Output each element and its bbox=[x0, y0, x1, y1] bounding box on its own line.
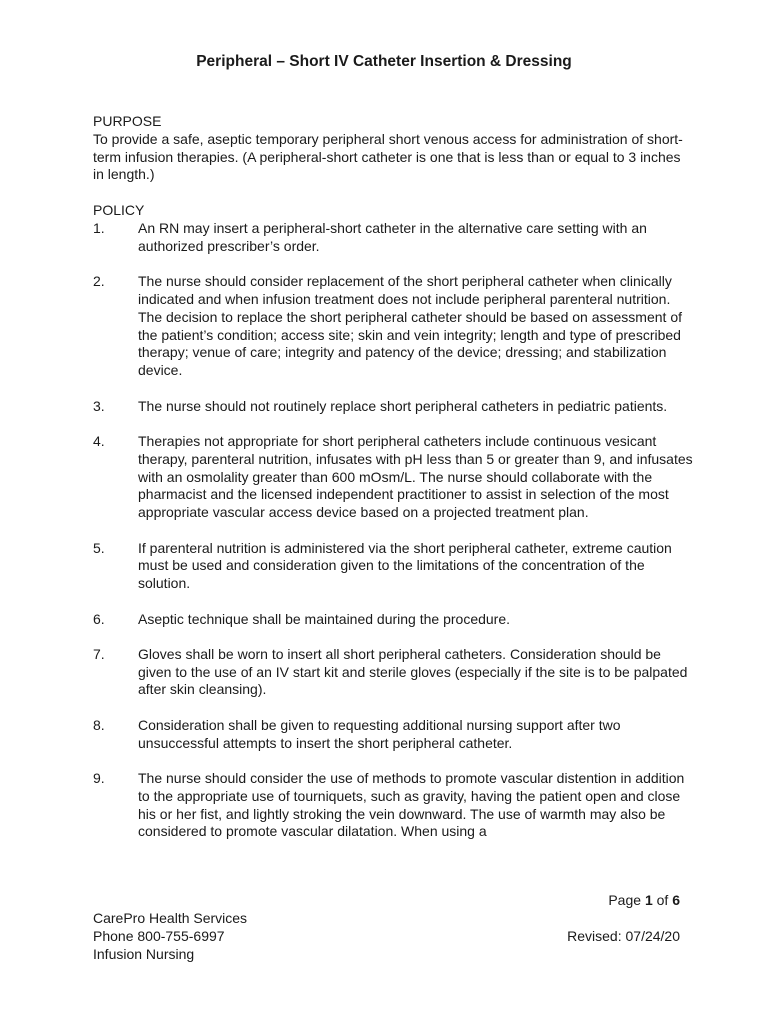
policy-item bbox=[93, 398, 693, 416]
policy-item bbox=[93, 770, 693, 841]
policy-item-number: 5. bbox=[93, 539, 105, 556]
footer-info bbox=[93, 910, 247, 963]
policy-list bbox=[93, 220, 693, 841]
policy-item-number: 3. bbox=[93, 397, 105, 414]
policy-item-text: Therapies not appropriate for short peripheral catheters include continuous vesicant therapy, parenteral nutrition, infusates with pH less than 5 or greater than 9, and infusates with an osmolality greater than 600 mOsm/L. The nurse should collaborate with the pharmacist and the licensed independent practitioner to assist in selection of the most appropriate vascular access device based on a projected treatment plan. bbox=[138, 432, 693, 521]
policy-item-text: If parenteral nutrition is administered via the short peripheral catheter, extreme caution must be used and consideration given to the limitations of the concentration of the solution. bbox=[138, 539, 672, 592]
page-number-prefix: Page bbox=[608, 892, 645, 908]
footer-phone: Phone 800-755-6997 bbox=[93, 927, 225, 944]
policy-heading: POLICY bbox=[93, 202, 145, 219]
purpose-heading: PURPOSE bbox=[93, 113, 162, 129]
policy-item-text: The nurse should not routinely replace short peripheral catheters in pediatric patients. bbox=[138, 397, 668, 414]
footer-department: Infusion Nursing bbox=[93, 945, 195, 962]
policy-item bbox=[93, 611, 693, 629]
policy-item-number: 7. bbox=[93, 645, 105, 662]
policy-item bbox=[93, 540, 693, 593]
policy-item bbox=[93, 433, 693, 522]
policy-item-number: 4. bbox=[93, 432, 105, 449]
page-number-of: of bbox=[652, 892, 673, 908]
policy-item-text: The nurse should consider the use of methods to promote vascular distention in addition to the appropriate use of tourniquets, such as gravity, having the patient open and close his or her fist, and lightly stroking the vein downward. The use of warmth may also be considered to promote vascular dilatation. When using a bbox=[138, 770, 685, 840]
policy-item-text: Aseptic technique shall be maintained during the procedure. bbox=[138, 610, 511, 627]
page-number-total: 6 bbox=[672, 892, 680, 908]
policy-item-text: The nurse should consider replacement of the short peripheral catheter when clinically indicated and when infusion treatment does not include peripheral parenteral nutrition. The decision to replace the short peripheral catheter should be based on assessment of the patient’s condition; access site; skin and vein integrity; length and type of prescribed therapy; venue of care; integrity and patency of the device; dressing; and stabilization device. bbox=[138, 273, 682, 379]
purpose-text: To provide a safe, aseptic temporary peripheral short venous access for administration of short-term infusion therapies. (A peripheral-short catheter is one that is less than or equal to 3 inches in length.) bbox=[93, 130, 683, 183]
footer-company: CarePro Health Services bbox=[93, 910, 248, 926]
policy-item bbox=[93, 273, 693, 380]
page-number bbox=[608, 892, 680, 910]
document-title: Peripheral – Short IV Catheter Insertion & Dressing bbox=[196, 53, 572, 70]
policy-item-number: 6. bbox=[93, 610, 105, 627]
page-number-current: 1 bbox=[644, 892, 653, 908]
policy-item-text: Consideration shall be given to requesting additional nursing support after two unsuccessful attempts to insert the short peripheral catheter. bbox=[138, 716, 621, 751]
revised-date: Revised: 07/24/20 bbox=[567, 928, 680, 944]
policy-item-number: 9. bbox=[93, 770, 105, 787]
policy-item-text: An RN may insert a peripheral-short catheter in the alternative care setting with an authorized prescriber’s order. bbox=[138, 219, 647, 254]
policy-item bbox=[93, 646, 693, 699]
document-body bbox=[93, 113, 693, 859]
policy-item bbox=[93, 717, 693, 753]
policy-item-number: 1. bbox=[93, 219, 105, 236]
policy-item bbox=[93, 220, 693, 256]
policy-item-number: 8. bbox=[93, 716, 105, 733]
policy-item-text: Gloves shall be worn to insert all short peripheral catheters. Consideration should be given to the use of an IV start kit and sterile gloves (especially if the site is to be palpated after skin cleansing). bbox=[138, 645, 688, 698]
policy-item-number: 2. bbox=[93, 273, 105, 290]
